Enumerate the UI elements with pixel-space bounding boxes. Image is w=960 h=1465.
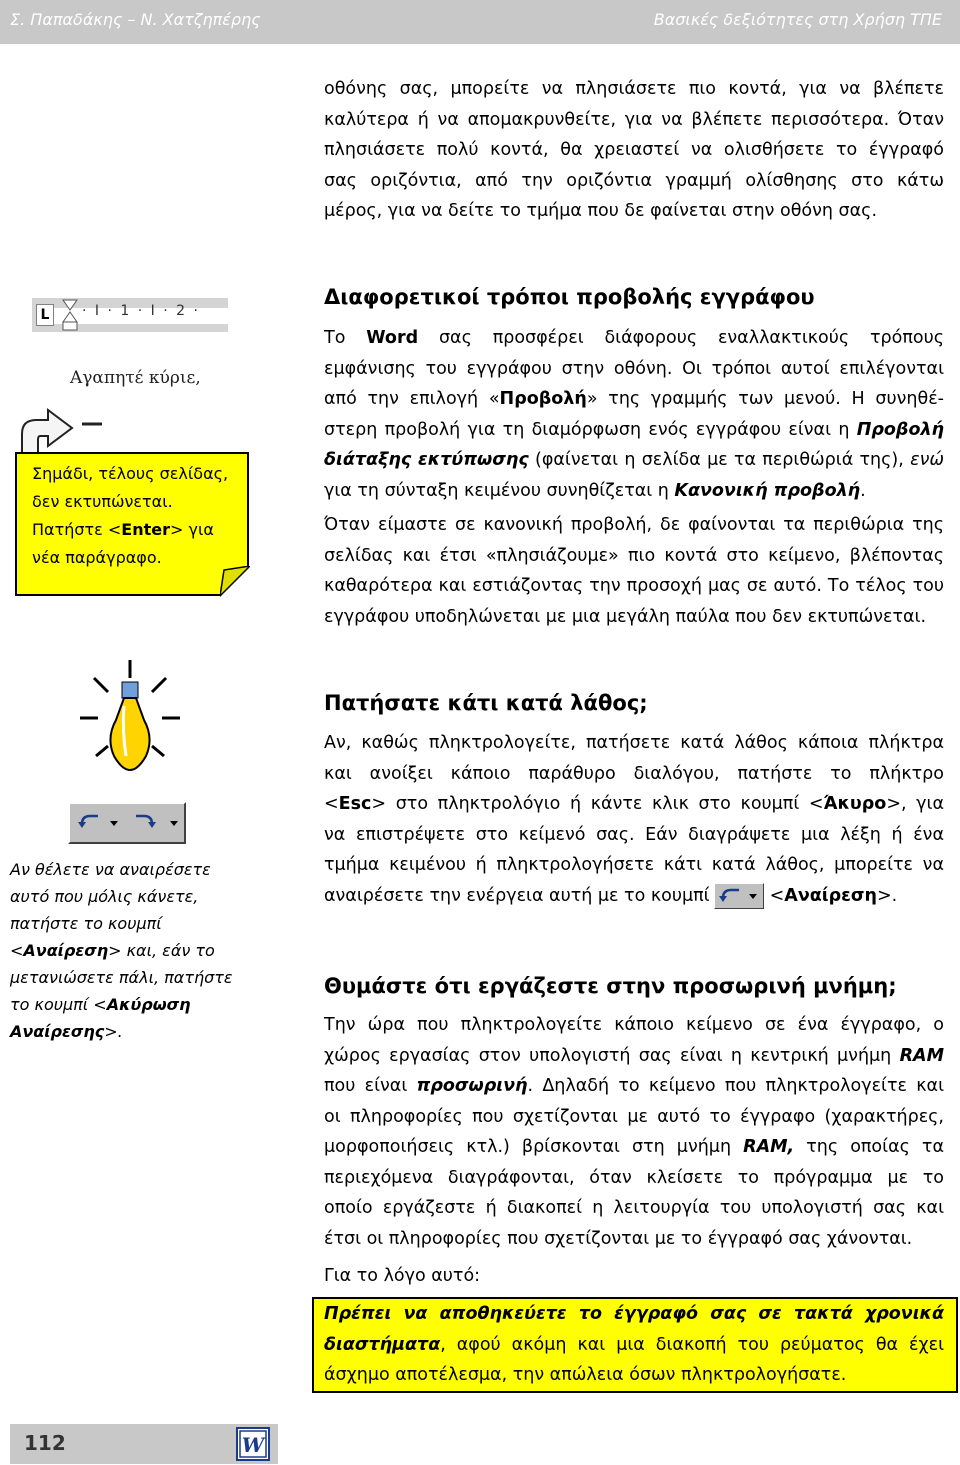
para-line <box>324 323 944 354</box>
text-part: μορφοποιήσεις κτλ.) βρίσκονται στη μνήμη <box>324 1137 744 1157</box>
text-part: Το <box>324 328 367 348</box>
tip-line: Αν θέλετε να αναιρέσετε <box>10 860 211 879</box>
undo-label: Αναίρεση <box>784 885 877 906</box>
tip-text-part: >. <box>104 1022 123 1041</box>
sticky-note-text <box>32 460 242 572</box>
cancel-button-label: Άκυρο <box>823 794 887 814</box>
tip-text-part: το κουμπί < <box>10 995 107 1014</box>
para-line: Την ώρα που πληκτρολογείτε κάποιο κείμενο σε ένα έγγραφο, ο <box>324 1015 944 1035</box>
undo-label: Αναίρεση <box>23 941 109 960</box>
para-line: έτσι οι πληροφορίες που σχετίζονται με το έγγραφό σας χάνονται. <box>324 1228 913 1249</box>
svg-text:W: W <box>241 1433 265 1457</box>
text-part: . <box>860 480 866 501</box>
redo-label: Αναίρεσης <box>10 1022 105 1041</box>
intro-line: πλησιάσετε πολύ κοντά, θα χρειαστεί να ολισθήσετε το έγγραφό <box>324 140 944 160</box>
text-part: στερη προβολή για τη διαμόρφωση ενός εγγράφου είναι η <box>324 419 857 440</box>
warning-emphasis: διαστήματα <box>324 1334 441 1355</box>
para-line: καθαρότερα και εστιάζοντας την προσοχή μας σε αυτό. Το τέλος του <box>324 576 944 596</box>
page-header <box>0 0 960 44</box>
tab-selector-icon: L <box>36 304 54 326</box>
warning-line: άσχημο αποτέλεσμα, την απώλεια όσων πληκτρολογήσατε. <box>324 1365 847 1385</box>
para-line <box>324 1132 944 1163</box>
note-line <box>32 516 242 544</box>
text-part: , αφού ακόμη και μια διακοπή του ρεύματος θα έχει <box>440 1334 944 1355</box>
para-line <box>324 445 944 476</box>
para-line <box>324 384 944 415</box>
para-line: εγγράφου υποδηλώνεται με μια μεγάλη παύλα που δεν εκτυπώνεται. <box>324 606 927 627</box>
warning-line <box>324 1330 944 1361</box>
text-part: < <box>769 885 785 906</box>
para-line: Για το λόγο αυτό: <box>324 1266 481 1286</box>
lightbulb-icon <box>80 660 180 780</box>
header-authors: Σ. Παπαδάκης – Ν. Χατζηπέρης <box>10 10 261 29</box>
para-line <box>324 789 944 820</box>
para-line: οποίο εργάζεστε ή διακοπεί η λειτουργία του υπολογιστή σας και <box>324 1198 944 1218</box>
intro-line: καλύτερα ή να απομακρυνθείτε, για να βλέπετε περισσότερα. Όταν <box>324 109 944 130</box>
text-part: . Δηλαδή το κείμενο που πληκτρολογείτε και <box>527 1076 944 1096</box>
heading-temporary-memory: Θυμάστε ότι εργάζεστε στην προσωρινή μνήμη; <box>324 974 897 998</box>
tip-line <box>10 991 242 1018</box>
para-line <box>324 476 944 507</box>
para-line: περιεχόμενα διαγράφονται, όταν κλείσετε το πρόγραμμα με το <box>324 1167 944 1188</box>
undo-arrow-icon <box>715 884 763 908</box>
indent-marker-icon <box>60 298 80 332</box>
text-part: < <box>324 794 339 814</box>
ram-label: RAM <box>899 1045 944 1066</box>
warning-line <box>324 1299 944 1330</box>
para-line: οι πληροφορίες που σχετίζονται με αυτό το έγγραφο (χαρακτήρες, <box>324 1106 944 1127</box>
text-part: > στο πληκτρολόγιο ή κάντε κλικ στο κουμπί < <box>371 794 824 814</box>
redo-label: Ακύρωση <box>106 995 191 1014</box>
enter-key-label: Enter <box>121 520 170 539</box>
intro-paragraph <box>324 74 944 227</box>
view-modes-paragraph-2 <box>324 510 944 632</box>
note-line: νέα παράγραφο. <box>32 548 162 567</box>
note-text-part: Πατήστε < <box>32 520 122 539</box>
tip-text-part: < <box>10 941 24 960</box>
para-line: εμφάνισης του εγγράφου στην οθόνη. Οι τρόποι αυτοί επιλέγονται <box>324 358 944 379</box>
text-part: για τη σύνταξη κειμένου συνηθίζεται η <box>324 480 675 501</box>
para-line: τμήμα κειμένου ή πληκτρολογήσετε κάτι κατά λάθος, μπορείτε να <box>324 855 944 875</box>
view-modes-paragraph-1 <box>324 323 944 506</box>
warning-emphasis: Πρέπει να αποθηκεύετε το έγγραφό σας σε τακτά χρονικά <box>324 1304 944 1324</box>
normal-view-label: Κανονική προβολή <box>674 480 861 501</box>
text-part: αναιρέσετε την ενέργεια αυτή με το κουμπί <box>324 885 710 906</box>
ram-label: RAM, <box>743 1137 795 1157</box>
text-part: από την επιλογή « <box>324 389 500 409</box>
undo-tip-text <box>10 856 242 1045</box>
para-line: σελίδας και έτσι «πλησιάζουμε» πιο κοντά στο κείμενο, βλέποντας <box>324 545 944 566</box>
tip-line <box>10 1018 242 1045</box>
enter-arrow-icon <box>14 406 104 458</box>
intro-line: μέρος, για να δείτε το τμήμα που δε φαίνεται στην οθόνη σας. <box>324 201 878 221</box>
note-text-part: > για <box>169 520 214 539</box>
tip-line: μετανιώσετε πάλι, πατήστε <box>10 968 233 987</box>
para-line <box>324 1071 944 1102</box>
word-w-icon <box>238 1429 268 1459</box>
ruler-marks: · I · 1 · I · 2 · <box>82 303 200 319</box>
para-line <box>324 881 944 912</box>
para-line: και ανοίξει κάποιο παράθυρο διαλόγου, πατήστε το πλήκτρο <box>324 763 944 784</box>
tip-line: πατήστε το κουμπί <box>10 914 162 933</box>
note-line: δεν εκτυπώνεται. <box>32 492 173 511</box>
para-line <box>324 1041 944 1072</box>
print-layout-label: Προβολή <box>856 419 944 440</box>
tip-line <box>10 937 242 964</box>
mistake-paragraph <box>324 728 944 911</box>
undo-redo-toolbar <box>68 802 186 844</box>
header-book-title: Βασικές δεξιότητες στη Χρήση ΤΠΕ <box>653 10 942 29</box>
menu-view-label: Προβολή <box>499 389 587 409</box>
text-part: της οποίας τα <box>794 1137 944 1157</box>
sample-letter-text: Αγαπητέ κύριε, <box>70 368 201 388</box>
memory-paragraph <box>324 1010 944 1292</box>
text-part: που είναι <box>324 1076 417 1096</box>
word-logo-icon <box>236 1427 270 1461</box>
text-part: χώρος εργασίας στον υπολογιστή σας είναι η κεντρική μνήμη <box>324 1045 900 1066</box>
text-part: >. <box>876 885 898 906</box>
para-line: Όταν είμαστε σε κανονική προβολή, δε φαίνονται τα περιθώρια της <box>324 515 944 535</box>
word-name: Word <box>366 328 419 348</box>
para-line: να επιστρέψετε στο κείμενό σας. Εάν διαγράψετε μια λέξη ή ένα <box>324 824 944 845</box>
para-line: Αν, καθώς πληκτρολογείτε, πατήσετε κατά λάθος κάποια πλήκτρα <box>324 733 944 753</box>
undo-button[interactable] <box>76 812 180 834</box>
page-number: 112 <box>24 1431 66 1455</box>
warning-text <box>324 1299 944 1391</box>
text-part: (φαίνεται η σελίδα με τα περιθώριά της), <box>528 450 911 470</box>
text-part: σας προσφέρει διάφορους εναλλακτικούς τρόπους <box>418 328 944 348</box>
text-part: ενώ <box>910 450 944 470</box>
intro-line: οθόνης σας, μπορείτε να πλησιάσετε πιο κοντά, για να βλέπετε <box>324 79 944 99</box>
print-layout-label: διάταξης εκτύπωσης <box>324 450 529 470</box>
tip-text-part: > και, εάν το <box>108 941 215 960</box>
text-part: >, για <box>886 794 944 814</box>
heading-mistake: Πατήσατε κάτι κατά λάθος; <box>324 691 648 715</box>
note-line: Σημάδι, τέλους σελίδας, <box>32 464 229 483</box>
undo-inline-button[interactable] <box>714 883 764 909</box>
temporary-label: προσωρινή <box>416 1076 528 1096</box>
esc-key-label: Esc <box>338 794 372 814</box>
para-line <box>324 415 944 446</box>
heading-view-modes: Διαφορετικοί τρόποι προβολής εγγράφου <box>324 285 815 309</box>
text-part: » της γραμμής των μενού. Η συνηθέ- <box>586 389 944 409</box>
tip-line: αυτό που μόλις κάνετε, <box>10 887 199 906</box>
intro-line: σας οριζόντια, από την οριζόντια γραμμή ολίσθησης στο κάτω <box>324 170 944 191</box>
